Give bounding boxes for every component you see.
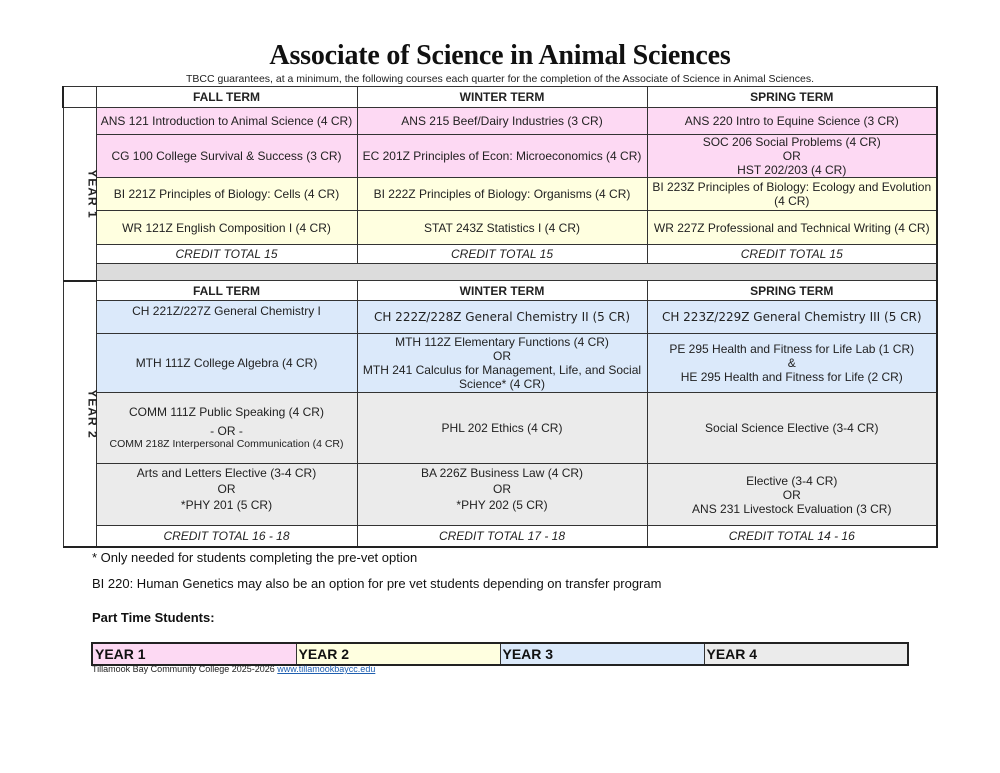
course-cell: STAT 243Z Statistics I (4 CR) [357,211,647,245]
header-blank-cell [63,87,96,108]
course-cell: ANS 215 Beef/Dairy Industries (3 CR) [357,108,647,135]
credit-total: CREDIT TOTAL 16 - 18 [96,526,357,547]
year1-label-cell [63,108,100,281]
course-cell-options [357,334,647,393]
course-cell: CH 222Z/228Z General Chemistry II (5 CR) [357,301,647,334]
credit-total-row [63,245,937,264]
year2-header-row [63,281,937,301]
course-option: *PHY 201 (5 CR) [180,498,273,512]
credit-total: CREDIT TOTAL 15 [96,245,357,264]
course-cell-options [647,464,937,526]
table-row [63,178,937,211]
course-option: COMM 111Z Public Speaking (4 CR) [129,405,324,419]
course-cell: CH 221Z/227Z General Chemistry I [96,301,357,334]
course-option: MTH 112Z Elementary Functions (4 CR) [395,335,609,349]
option-connector: & [787,356,796,370]
course-option: PE 295 Health and Fitness for Life Lab (1 CR) [669,342,915,356]
page-subtitle: TBCC guarantees, at a minimum, the following courses each quarter for the completion of the Associate of Science in Animal Sciences. [186,73,814,85]
course-cell: Social Science Elective (3-4 CR) [647,393,937,464]
course-cell-options [647,135,937,178]
course-option: MTH 241 Calculus for Management, Life, and Social Science* (4 CR) [362,363,642,391]
option-connector: OR [782,487,801,502]
genetics-note: BI 220: Human Genetics may also be an option for pre vet students depending on transfer program [92,576,662,591]
part-time-heading: Part Time Students: [92,610,215,625]
part-time-year-4: YEAR 4 [704,643,908,665]
college-website-link[interactable]: www.tillamookbaycc.edu [277,664,376,674]
footer-text: Tillamook Bay Community College 2025-2026 [92,664,275,674]
course-option: Arts and Letters Elective (3-4 CR) [136,466,317,480]
part-time-years [91,642,909,666]
course-option: HE 295 Health and Fitness for Life (2 CR) [680,370,903,384]
course-option: SOC 206 Social Problems (4 CR) [702,135,881,149]
year2-header-fall: FALL TERM [96,281,357,301]
prevet-note: * Only needed for students completing the pre-vet option [92,550,418,565]
year2-header-spring: SPRING TERM [647,281,937,301]
table-row [63,108,937,135]
course-grid [62,86,938,548]
credit-total: CREDIT TOTAL 15 [357,245,647,264]
course-cell: MTH 111Z College Algebra (4 CR) [96,334,357,393]
table-row [63,464,937,526]
course-cell-options [96,464,357,526]
year1-header-row [63,87,937,108]
option-connector: OR [782,149,801,163]
course-option: HST 202/203 (4 CR) [737,163,847,177]
course-cell: BI 222Z Principles of Biology: Organisms (4 CR) [357,178,647,211]
year1-label: YEAR 1 [85,169,100,219]
part-time-year-3: YEAR 3 [500,643,704,665]
footer [92,664,375,674]
year1-header-fall: FALL TERM [96,87,357,108]
year2-header-winter: WINTER TERM [357,281,647,301]
credit-total: CREDIT TOTAL 14 - 16 [647,526,937,547]
course-cell: EC 201Z Principles of Econ: Microeconomics (4 CR) [357,135,647,178]
spacer-row [63,264,937,281]
course-cell: CG 100 College Survival & Success (3 CR) [96,135,357,178]
course-option: ANS 231 Livestock Evaluation (3 CR) [692,501,892,516]
table-row [63,211,937,245]
course-cell: BI 223Z Principles of Biology: Ecology and Evolution (4 CR) [647,178,937,211]
course-cell-options [647,334,937,393]
table-row [63,301,937,334]
credit-total-row [63,526,937,547]
course-option: Elective (3-4 CR) [746,473,838,488]
option-connector: OR [493,482,511,496]
option-connector: OR [217,482,236,496]
option-connector: OR [493,349,511,363]
year1-header-spring: SPRING TERM [647,87,937,108]
course-cell: WR 121Z English Composition I (4 CR) [96,211,357,245]
course-cell: CH 223Z/229Z General Chemistry III (5 CR) [647,301,937,334]
page-title: Associate of Science in Animal Sciences [269,40,731,71]
part-time-year-1: YEAR 1 [92,643,296,665]
course-cell: ANS 121 Introduction to Animal Science (4 CR) [96,108,357,135]
spacer-cell [96,264,937,281]
course-cell-options [96,393,357,464]
year1-header-winter: WINTER TERM [357,87,647,108]
course-option: BA 226Z Business Law (4 CR) [420,466,584,480]
table-row [63,334,937,393]
course-cell: ANS 220 Intro to Equine Science (3 CR) [647,108,937,135]
credit-total: CREDIT TOTAL 17 - 18 [357,526,647,547]
course-cell: WR 227Z Professional and Technical Writing (4 CR) [647,211,937,245]
course-cell: PHL 202 Ethics (4 CR) [357,393,647,464]
year2-label: YEAR 2 [85,388,100,439]
year2-label-cell [63,281,100,547]
option-connector: - OR - [210,424,243,438]
course-cell: BI 221Z Principles of Biology: Cells (4 CR) [96,178,357,211]
table-row [63,135,937,178]
course-option: COMM 218Z Interpersonal Communication (4 CR) [109,438,344,450]
table-row [63,393,937,464]
part-time-year-2: YEAR 2 [296,643,500,665]
credit-total: CREDIT TOTAL 15 [647,245,937,264]
course-option: *PHY 202 (5 CR) [456,498,548,512]
course-cell-options [357,464,647,526]
